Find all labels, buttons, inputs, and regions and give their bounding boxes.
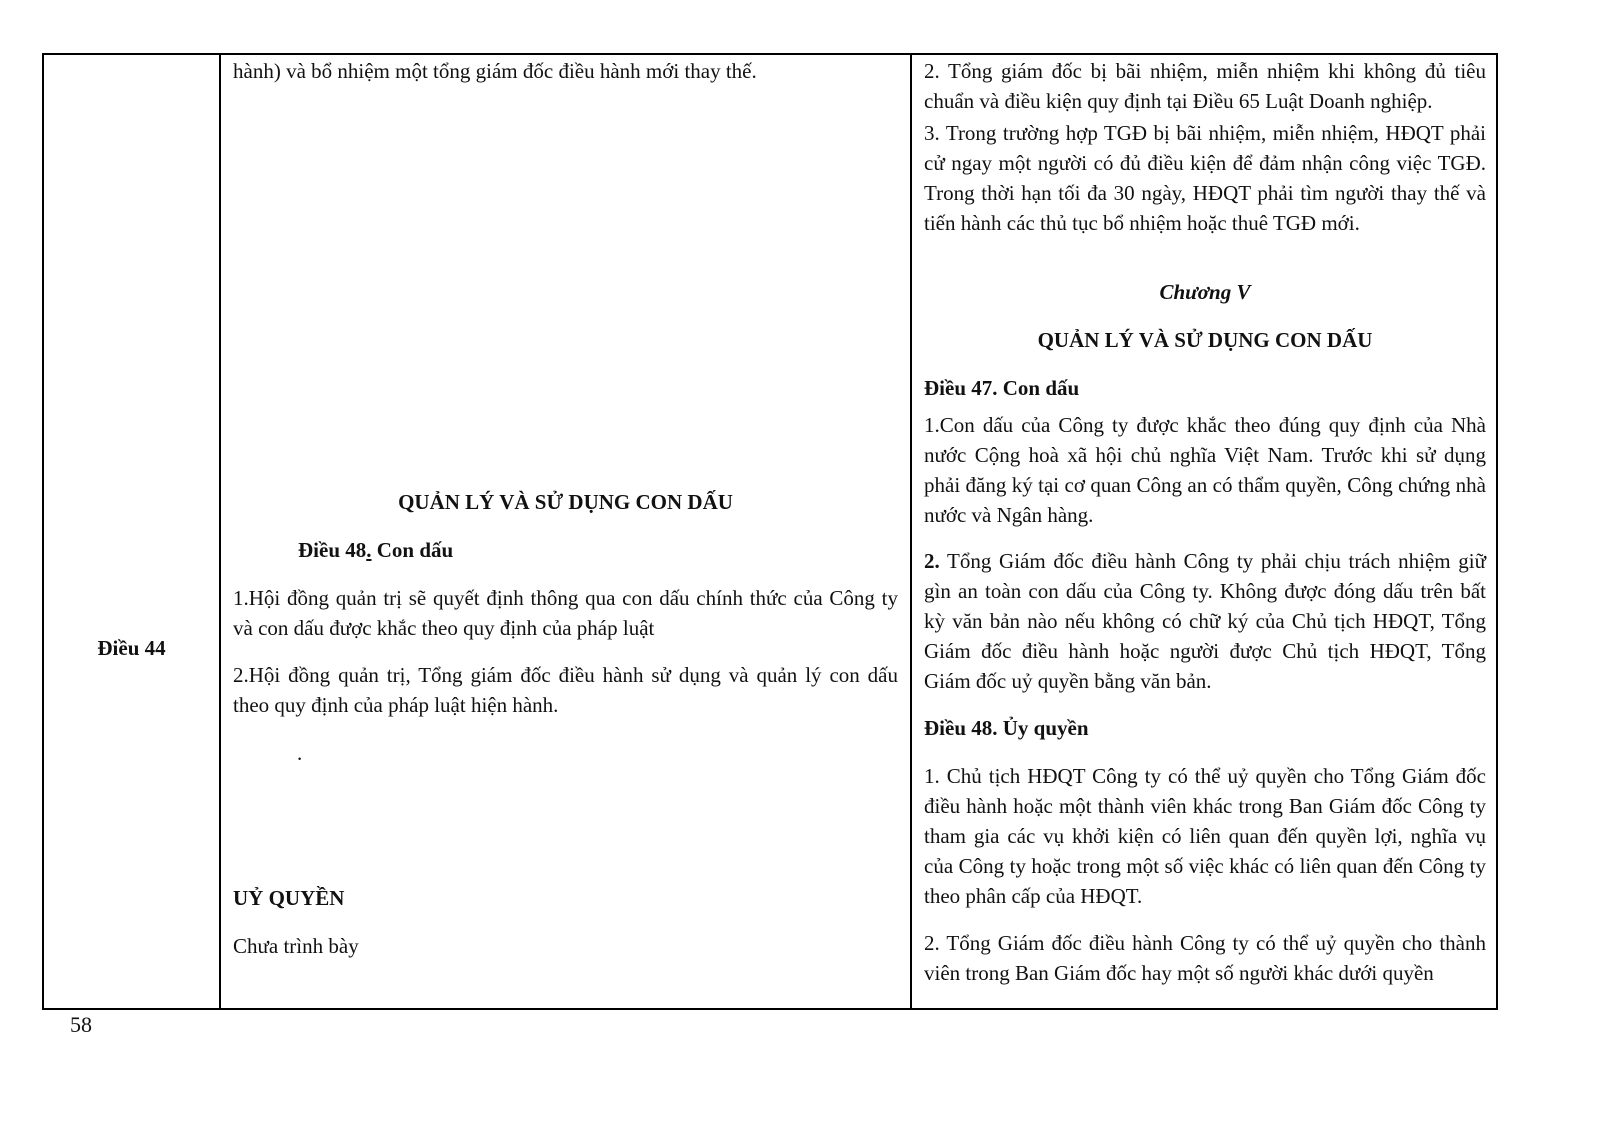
new-article-47-title: Điều 47. Con dấu xyxy=(924,376,1080,400)
new-paragraph-text: Tổng Giám đốc điều hành Công ty phải chịu trách nhiệm giữ gìn an toàn con dấu của Công ty. Không được đóng dấu trên bất kỳ văn bản nào nếu không có chữ ký của Chủ tịch HĐQT, Tổng Giám đốc điều hành hoặc người được Chủ tịch HĐQT, Tổng Giám đốc uỷ quyền bằng văn bản. xyxy=(924,549,1486,693)
new-article-48-title: Điều 48. Ủy quyền xyxy=(924,716,1089,740)
old-paragraph: 2.Hội đồng quản trị, Tổng giám đốc điều hành sử dụng và quản lý con dấu theo quy định của pháp luật hiện hành. xyxy=(233,663,898,717)
comparison-table xyxy=(42,53,1498,1010)
old-paragraph: 1.Hội đồng quản trị sẽ quyết định thông qua con dấu chính thức của Công ty và con dấu được khắc theo quy định của pháp luật xyxy=(233,586,898,640)
new-paragraph xyxy=(924,546,1486,696)
old-article-48-title xyxy=(298,535,898,565)
new-chapter-label: Chương V xyxy=(1159,280,1251,304)
old-heading-seal: QUẢN LÝ VÀ SỬ DỤNG CON DẤU xyxy=(398,490,733,514)
old-heading-authorization: UỶ QUYỀN xyxy=(233,886,345,910)
new-paragraph: 1.Con dấu của Công ty được khắc theo đúng quy định của Nhà nước Cộng hoà xã hội chủ nghĩa Việt Nam. Trước khi sử dụng phải đăng ký tại cơ quan Công an có thẩm quyền, Công chứng nhà nước và Ngân hàng. xyxy=(924,413,1486,527)
new-paragraph: 3. Trong trường hợp TGĐ bị bãi nhiệm, miễn nhiệm, HĐQT phải cử ngay một người có đủ điều kiện để đảm nhận công việc TGĐ. Trong thời hạn tối đa 30 ngày, HĐQT phải tìm người thay thế và tiến hành các thủ tục bổ nhiệm hoặc thuê TGĐ mới. xyxy=(924,121,1486,235)
new-text-cell xyxy=(912,55,1498,1008)
old-stray-dot: . xyxy=(297,741,303,765)
old-paragraph: hành) và bổ nhiệm một tổng giám đốc điều hành mới thay thế. xyxy=(233,59,757,83)
old-not-presented: Chưa trình bày xyxy=(233,934,359,958)
new-paragraph-number: 2. xyxy=(924,549,940,573)
row-label-cell xyxy=(44,55,219,1008)
old-article-48-name: Con dấu xyxy=(371,538,454,562)
old-article-48-number: Điều 48 xyxy=(298,538,367,562)
new-paragraph: 2. Tổng Giám đốc điều hành Công ty có thể uỷ quyền cho thành viên trong Ban Giám đốc hay một số người khác dưới quyền xyxy=(924,931,1486,985)
old-article-48-separator: . xyxy=(366,538,372,562)
new-chapter-title: QUẢN LÝ VÀ SỬ DỤNG CON DẤU xyxy=(1037,328,1373,352)
new-paragraph: 1. Chủ tịch HĐQT Công ty có thể uỷ quyền cho Tổng Giám đốc điều hành hoặc một thành viên khác trong Ban Giám đốc Công ty tham gia các vụ khởi kiện có liên quan đến quyền lợi, nghĩa vụ của Công ty hoặc trong một số việc khác có liên quan đến Công ty theo phân cấp của HĐQT. xyxy=(924,764,1486,908)
row-label: Điều 44 xyxy=(97,636,166,660)
old-text-cell xyxy=(221,55,910,1008)
page-number: 58 xyxy=(70,1012,92,1037)
new-paragraph: 2. Tổng giám đốc bị bãi nhiệm, miễn nhiệm khi không đủ tiêu chuẩn và điều kiện quy định tại Điều 65 Luật Doanh nghiệp. xyxy=(924,59,1486,113)
